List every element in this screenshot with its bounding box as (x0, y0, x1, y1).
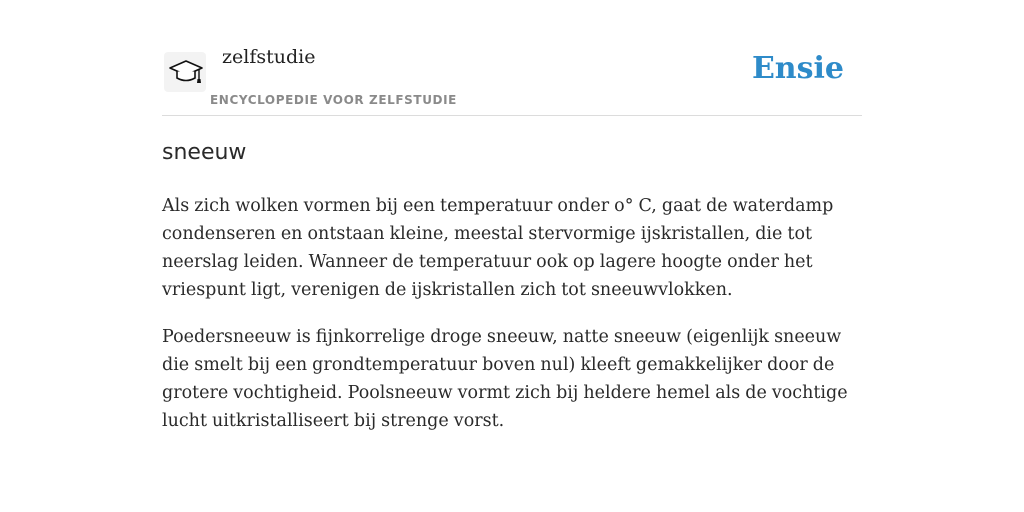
article-body (162, 192, 858, 454)
article-paragraph: Als zich wolken vormen bij een temperatuur onder o° C, gaat de waterdamp condenseren en ontstaan kleine, meestal stervormige ijskristallen, die tot neerslag leiden. Wanneer de temperatuur ook op lagere hoogte onder het vriespunt ligt, verenigen de ijskristallen zich tot sneeuwvlokken. (162, 196, 834, 300)
site-subtitle: ENCYCLOPEDIE VOOR ZELFSTUDIE (210, 93, 457, 107)
site-logo[interactable] (164, 52, 206, 92)
article-paragraph: Poedersneeuw is fijnkorrelige droge sneeuw, natte sneeuw (eigenlijk sneeuw die smelt bij een grondtemperatuur boven nul) kleeft gemakkelijker door de grotere vochtigheid. Poolsneeuw vormt zich bij heldere hemel als de vochtige lucht uitkristalliseert bij strenge vorst. (162, 327, 848, 431)
ensie-brand-link[interactable]: Ensie (751, 51, 844, 86)
site-header (162, 40, 862, 116)
site-name[interactable]: zelfstudie (222, 46, 316, 68)
page-title: sneeuw (162, 140, 247, 165)
